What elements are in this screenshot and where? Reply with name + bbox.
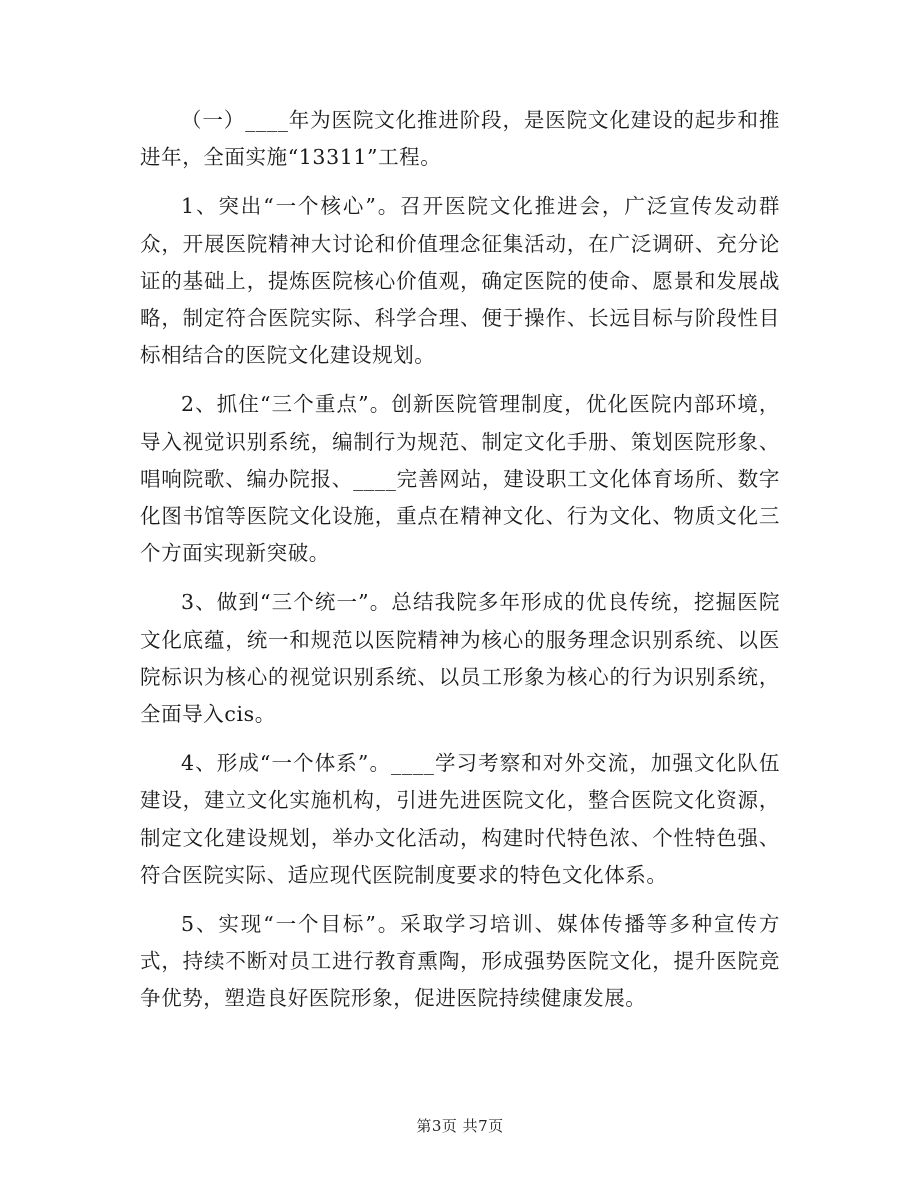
paragraph-item-3: 3、做到“三个统一”。总结我院多年形成的优良传统，挖掘医院文化底蕴，统一和规范以医院精神为核心的服务理念识别系统、以医院标识为核心的视觉识别系统、以员工形象为核心的行为识别系统，全面导入cis。 <box>140 590 780 727</box>
page-number-footer: 第3页 共7页 <box>416 1117 504 1135</box>
paragraph-intro: （一）____年为医院文化推进阶段，是医院文化建设的起步和推进年，全面实施“13311”工程。 <box>140 108 780 170</box>
paragraph-item-4: 4、形成“一个体系”。____学习考察和对外交流，加强文化队伍建设，建立文化实施机构，引进先进医院文化，整合医院文化资源，制定文化建设规划，举办文化活动，构建时代特色浓、个性特色强、符合医院实际、适应现代医院制度要求的特色文化体系。 <box>140 751 780 887</box>
paragraph-item-5: 5、实现“一个目标”。采取学习培训、媒体传播等多种宣传方式，持续不断对员工进行教育熏陶，形成强势医院文化，提升医院竞争优势，塑造良好医院形象，促进医院持续健康发展。 <box>140 912 780 1011</box>
paragraph-item-2: 2、抓住“三个重点”。创新医院管理制度，优化医院内部环境，导入视觉识别系统，编制行为规范、制定文化手册、策划医院形象、唱响院歌、编办院报、____完善网站，建设职工文化体育场所、数字化图书馆等医院文化设施，重点在精神文化、行为文化、物质文化三个方面实现新突破。 <box>140 392 780 566</box>
paragraph-item-1: 1、突出“一个核心”。召开医院文化推进会，广泛宣传发动群众，开展医院精神大讨论和价值理念征集活动，在广泛调研、充分论证的基础上，提炼医院核心价值观，确定医院的使命、愿景和发展战略，制定符合医院实际、科学合理、便于操作、长远目标与阶段性目标相结合的医院文化建设规划。 <box>140 194 780 368</box>
document-body <box>140 102 780 1030</box>
